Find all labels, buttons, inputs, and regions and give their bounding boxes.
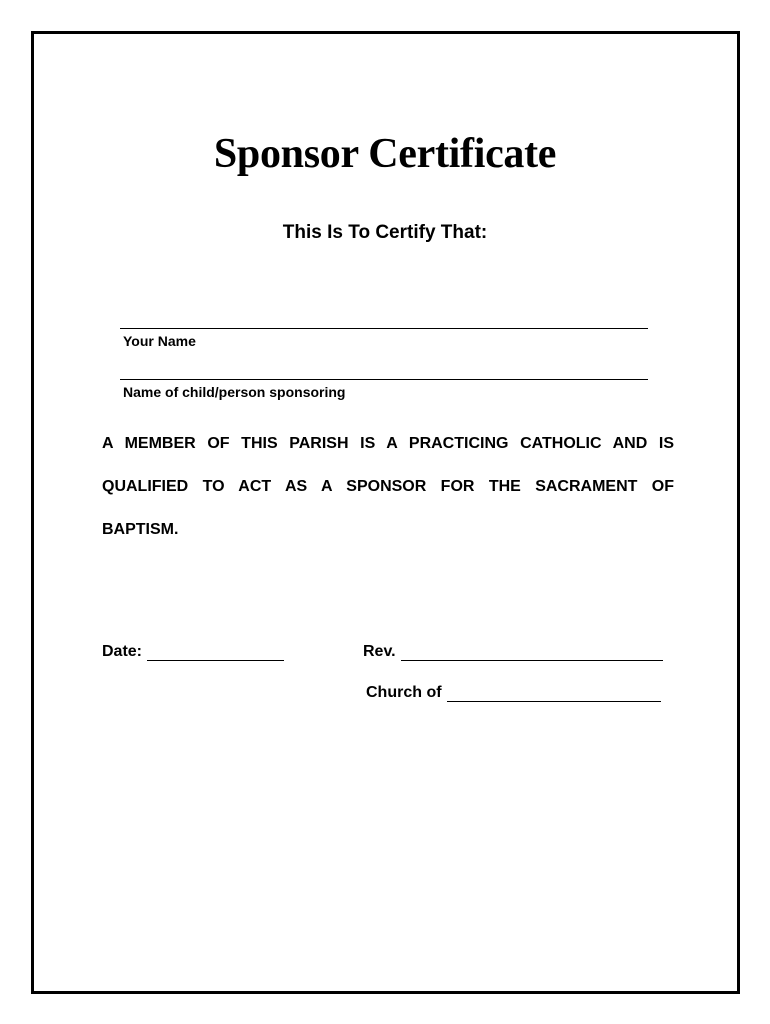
church-field[interactable] <box>447 687 661 702</box>
certification-statement <box>102 432 674 561</box>
your-name-field[interactable] <box>120 328 648 329</box>
rev-signature-block <box>363 643 663 661</box>
rev-field[interactable] <box>401 646 663 661</box>
child-name-field[interactable] <box>120 379 648 380</box>
certificate-subtitle: This Is To Certify That: <box>282 222 488 243</box>
statement-line: QUALIFIED TO ACT AS A SPONSOR FOR THE SACRAMENT OF <box>102 478 674 495</box>
rev-label: Rev. <box>363 643 396 660</box>
date-signature-block <box>102 643 284 661</box>
certificate-title: Sponsor Certificate <box>213 131 557 177</box>
date-label: Date: <box>102 643 143 660</box>
statement-line: BAPTISM. <box>102 521 179 538</box>
church-signature-block <box>366 684 661 702</box>
child-name-label: Name of child/person sponsoring <box>123 384 346 400</box>
statement-line: A MEMBER OF THIS PARISH IS A PRACTICING CATHOLIC AND IS <box>102 435 674 452</box>
church-label: Church of <box>366 684 442 701</box>
date-field[interactable] <box>147 646 284 661</box>
your-name-label: Your Name <box>123 333 196 349</box>
